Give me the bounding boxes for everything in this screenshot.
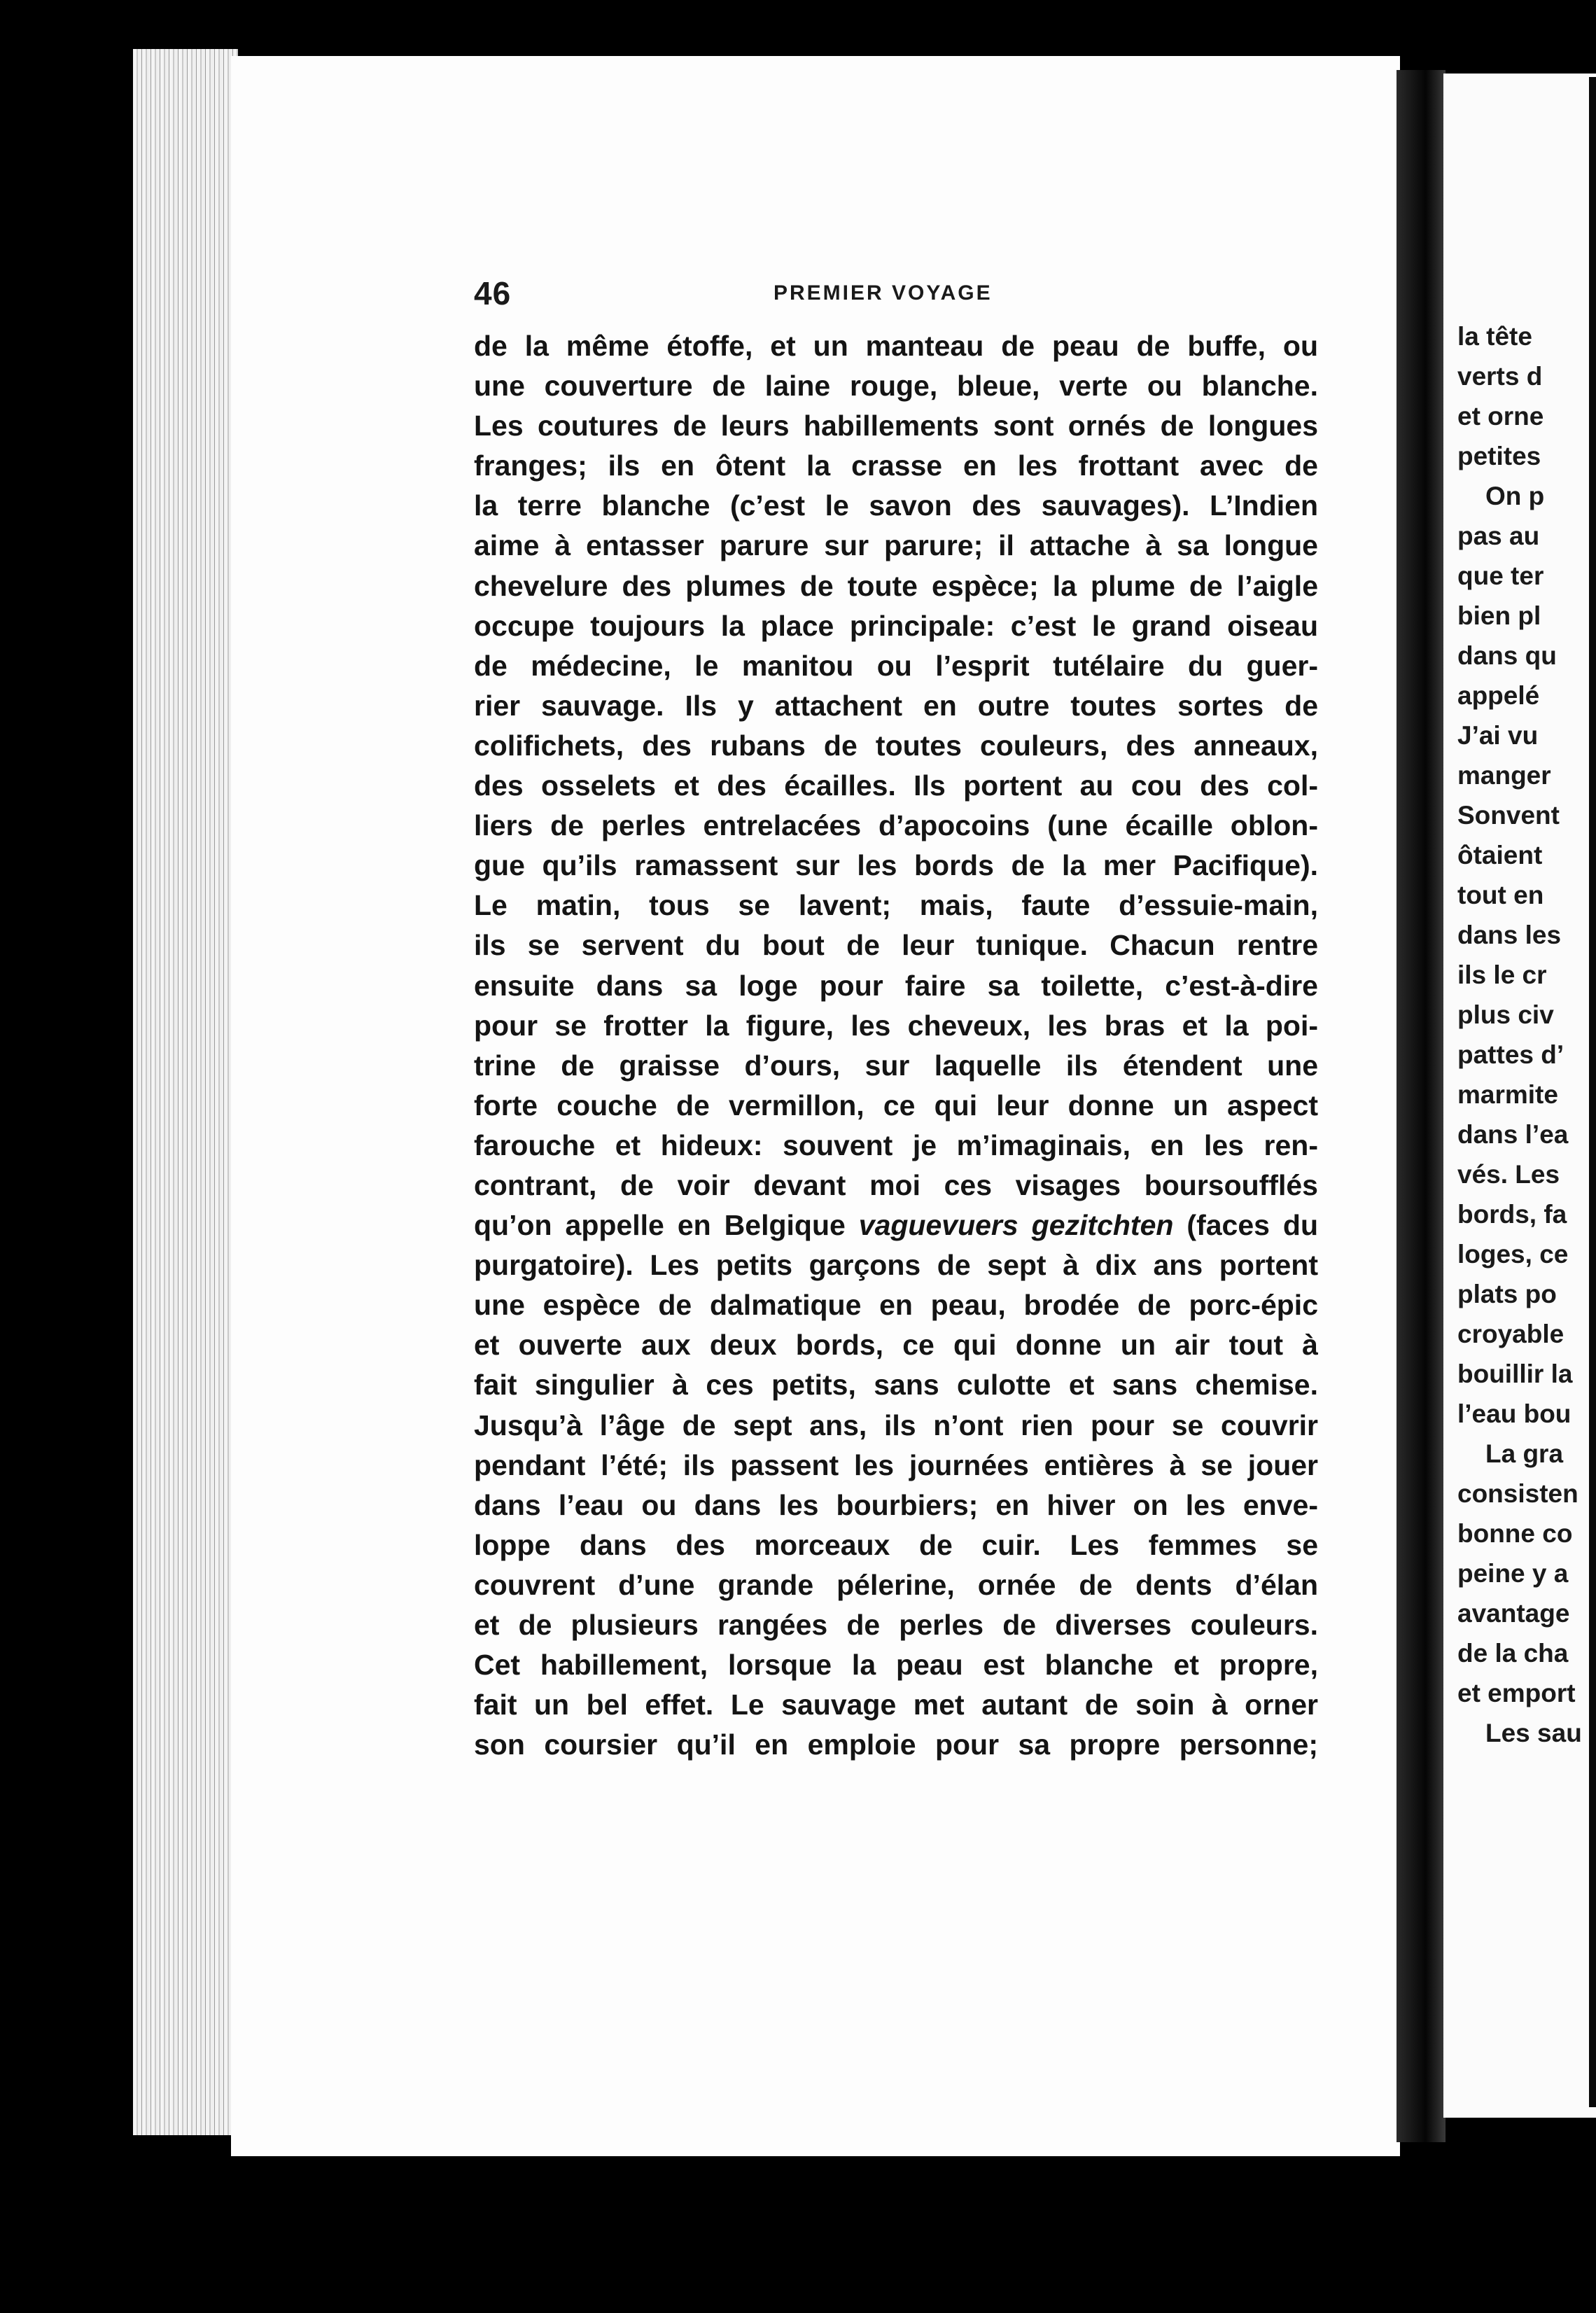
text-line: Jusqu’à l’âge de sept ans, ils n’ont rien pour se couvrir: [474, 1409, 1318, 1441]
facing-text-line: petites: [1457, 442, 1541, 470]
facing-text-line: dans l’ea: [1457, 1120, 1569, 1149]
text-line: contrant, de voir devant moi ces visages boursoufflés: [474, 1168, 1318, 1201]
text-line: rier sauvage. Ils y attachent en outre toutes sortes de: [474, 689, 1318, 722]
text-line: farouche et hideux: souvent je m’imaginais, en les ren-: [474, 1128, 1318, 1161]
facing-text-line: bords, fa: [1457, 1200, 1567, 1229]
text-line: Le matin, tous se lavent; mais, faute d’essuie-main,: [474, 889, 1318, 922]
facing-page-text: [1457, 316, 1596, 1753]
facing-text-line: Sonvent: [1457, 801, 1560, 830]
facing-text-line: bien pl: [1457, 601, 1541, 630]
page-number: 46: [474, 275, 512, 312]
facing-text-line: de la cha: [1457, 1639, 1569, 1668]
facing-text-line: loges, ce: [1457, 1240, 1569, 1269]
text-line: chevelure des plumes de toute espèce; la plume de l’aigle: [474, 569, 1318, 602]
text-line: une espèce de dalmatique en peau, brodée de porc-épic: [474, 1289, 1318, 1322]
facing-text-line: bonne co: [1457, 1519, 1573, 1548]
text-line: et de plusieurs rangées de perles de diverses couleurs.: [474, 1609, 1318, 1641]
italic-term: vaguevuers gezitchten: [858, 1209, 1174, 1242]
facing-text-line: et orne: [1457, 402, 1544, 431]
facing-text-line: consisten: [1457, 1479, 1578, 1508]
facing-text-line: tout en: [1457, 881, 1544, 909]
text-line: aime à entasser parure sur parure; il attache à sa longue: [474, 529, 1318, 562]
text-line: et ouverte aux deux bords, ce qui donne un air tout à: [474, 1329, 1318, 1362]
facing-text-line: appelé: [1457, 681, 1540, 710]
text-segment: qu’on appelle en Belgique: [474, 1209, 859, 1242]
text-line: [474, 1206, 1318, 1245]
facing-text-line: peine y a: [1457, 1559, 1569, 1588]
text-line: Cet habillement, lorsque la peau est blanche et propre,: [474, 1649, 1318, 1682]
text-line: ensuite dans sa loge pour faire sa toilette, c’est-à-dire: [474, 969, 1318, 1002]
text-line: une couverture de laine rouge, bleue, verte ou blanche.: [474, 370, 1318, 403]
facing-text-line: dans qu: [1457, 641, 1557, 670]
text-line: colifichets, des rubans de toutes couleurs, des anneaux,: [474, 729, 1318, 762]
text-line: des osselets et des écailles. Ils portent au cou des col-: [474, 769, 1318, 802]
text-line: Les coutures de leurs habillements sont ornés de longues: [474, 410, 1318, 442]
text-line: fait singulier à ces petits, sans culotte et sans chemise.: [474, 1369, 1318, 1402]
facing-text-line: avantage: [1457, 1599, 1570, 1628]
facing-text-line: croyable: [1457, 1320, 1564, 1348]
gutter-shadow: [1396, 70, 1446, 2142]
text-segment: (faces du: [1173, 1209, 1318, 1242]
text-line: franges; ils en ôtent la crasse en les frottant avec de: [474, 449, 1318, 482]
facing-text-line: Les sau: [1485, 1719, 1582, 1747]
text-line: ils se servent du bout de leur tunique. Chacun rentre: [474, 929, 1318, 962]
text-line: loppe dans des morceaux de cuir. Les femmes se: [474, 1528, 1318, 1561]
facing-text-line: que ter: [1457, 561, 1544, 590]
facing-text-line: J’ai vu: [1457, 721, 1539, 750]
text-line: purgatoire). Les petits garçons de sept à dix ans portent: [474, 1249, 1318, 1282]
facing-text-line: l’eau bou: [1457, 1399, 1572, 1428]
text-line: couvrent d’une grande pélerine, ornée de dents d’élan: [474, 1568, 1318, 1601]
running-title: PREMIER VOYAGE: [774, 281, 993, 305]
page-edges: [133, 49, 238, 2135]
text-line: gue qu’ils ramassent sur les bords de la mer Pacifique).: [474, 849, 1318, 882]
running-head: [474, 274, 1318, 316]
facing-text-line: pattes d’: [1457, 1040, 1564, 1069]
body-text: [474, 326, 1318, 1765]
facing-text-line: marmite: [1457, 1080, 1558, 1109]
text-line: pour se frotter la figure, les cheveux, les bras et la poi-: [474, 1009, 1318, 1042]
facing-text-line: plus civ: [1457, 1000, 1554, 1029]
facing-text-line: bouillir la: [1457, 1360, 1573, 1388]
text-line: dans l’eau ou dans les bourbiers; en hiver on les enve-: [474, 1488, 1318, 1521]
facing-text-line: On p: [1485, 482, 1545, 510]
facing-text-line: ils le cr: [1457, 960, 1547, 989]
text-line: de médecine, le manitou ou l’esprit tutélaire du guer-: [474, 649, 1318, 682]
text-line: la terre blanche (c’est le savon des sauvages). L’Indien: [474, 489, 1318, 522]
facing-text-line: La gra: [1485, 1439, 1564, 1468]
text-line: occupe toujours la place principale: c’est le grand oiseau: [474, 609, 1318, 642]
facing-text-line: pas au: [1457, 522, 1540, 550]
text-line: son coursier qu’il en emploie pour sa propre personne;: [474, 1728, 1318, 1761]
facing-text-line: plats po: [1457, 1280, 1557, 1308]
facing-text-line: ôtaient: [1457, 841, 1543, 869]
facing-text-line: manger: [1457, 761, 1551, 790]
text-line: liers de perles entrelacées d’apocoins (une écaille oblon-: [474, 809, 1318, 842]
facing-text-line: vés. Les: [1457, 1160, 1560, 1189]
text-line: de la même étoffe, et un manteau de peau de buffe, ou: [474, 330, 1318, 362]
text-line: forte couche de vermillon, ce qui leur donne un aspect: [474, 1089, 1318, 1121]
facing-text-line: la tête: [1457, 322, 1532, 351]
facing-text-line: verts d: [1457, 362, 1543, 391]
facing-text-line: dans les: [1457, 921, 1562, 949]
text-line: trine de graisse d’ours, sur laquelle ils étendent une: [474, 1049, 1318, 1082]
facing-text-line: et emport: [1457, 1679, 1576, 1707]
text-line: fait un bel effet. Le sauvage met autant de soin à orner: [474, 1689, 1318, 1721]
text-line: pendant l’été; ils passent les journées entières à se jouer: [474, 1448, 1318, 1481]
